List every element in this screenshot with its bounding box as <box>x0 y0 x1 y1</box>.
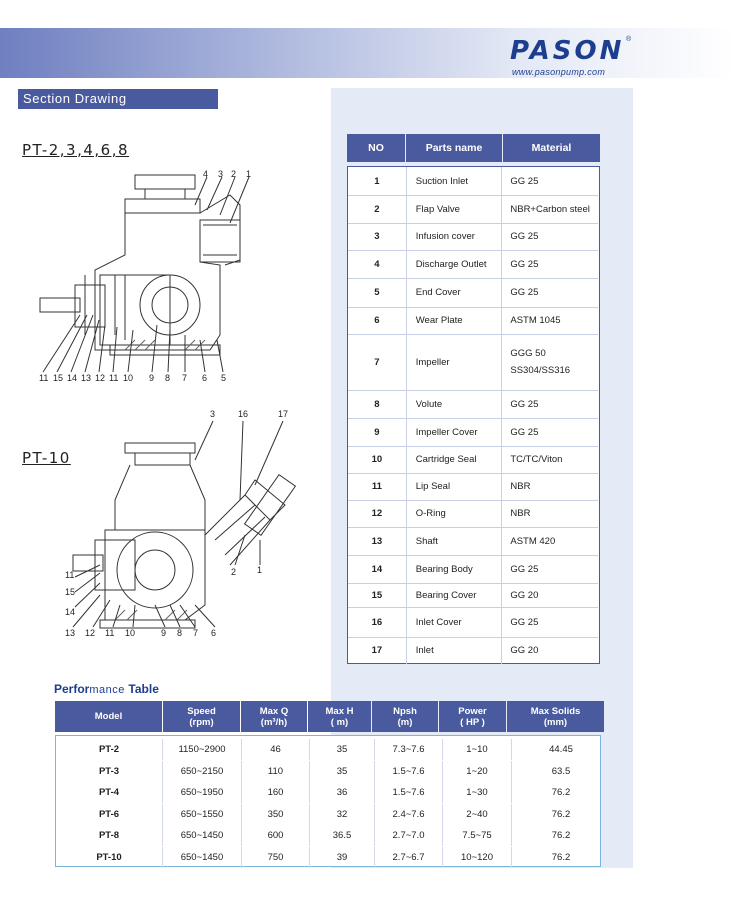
perf-value: 650~1450 <box>163 847 242 868</box>
perf-header-unit: (mm) <box>543 716 568 728</box>
callout-14b: 14 <box>65 607 76 617</box>
perf-header-unit: (m) <box>397 716 413 728</box>
perf-value: 2.4~7.6 <box>375 804 443 825</box>
part-material-cell <box>502 418 598 446</box>
callout-9: 9 <box>149 373 155 383</box>
part-number: 13 <box>348 527 407 555</box>
callout-15b: 15 <box>65 587 76 597</box>
perf-value: 650~1450 <box>163 825 242 846</box>
website-text: www.pasonpump.com <box>512 67 606 77</box>
part-material: ASTM 1045 <box>510 315 561 326</box>
callout-5: 5 <box>221 373 227 383</box>
perf-value: 39 <box>310 847 375 868</box>
brand-logo: PASON <box>510 36 625 66</box>
part-material-cell <box>502 278 598 307</box>
callout-9b: 9 <box>161 628 167 638</box>
perf-value: 1.5~7.6 <box>375 761 443 782</box>
callout-6: 6 <box>202 373 208 383</box>
callout-17: 17 <box>278 409 289 419</box>
parts-row <box>348 278 598 308</box>
parts-row <box>348 418 598 447</box>
part-material: TC/TC/Viton <box>510 454 563 465</box>
perf-header-top: Npsh <box>393 705 417 717</box>
callout-12: 12 <box>95 373 106 383</box>
parts-row <box>348 637 598 664</box>
perf-value: 1~20 <box>443 761 512 782</box>
part-material-cell <box>502 223 598 250</box>
part-number: 6 <box>348 307 407 334</box>
part-material-cell <box>502 307 598 334</box>
part-number: 15 <box>348 583 407 607</box>
part-number: 3 <box>348 223 407 250</box>
part-material-cell <box>502 555 598 583</box>
part-number: 14 <box>348 555 407 583</box>
part-name: Impeller <box>407 334 503 390</box>
perf-row <box>56 825 610 846</box>
parts-row <box>348 527 598 556</box>
callout-10: 10 <box>123 373 134 383</box>
perf-model: PT-8 <box>56 825 163 846</box>
callout-6b: 6 <box>211 628 217 638</box>
perf-value: 10~120 <box>443 847 512 868</box>
callout-4: 4 <box>203 169 209 179</box>
perf-value: 32 <box>310 804 375 825</box>
part-material: GG 25 <box>510 175 539 187</box>
perf-model: PT-2 <box>56 739 163 760</box>
drawing1-label: PT-2,3,4,6,8 <box>22 141 130 159</box>
callout-11a: 11 <box>39 373 49 383</box>
perf-model: PT-6 <box>56 804 163 825</box>
perf-value: 350 <box>242 804 310 825</box>
perf-title-part-a: Perfor <box>54 682 90 696</box>
perf-model: PT-3 <box>56 761 163 782</box>
part-material-cell <box>502 607 598 637</box>
callout-2b: 2 <box>231 567 237 577</box>
part-material-cell <box>502 334 598 390</box>
part-number: 1 <box>348 167 407 195</box>
perf-value: 650~1550 <box>163 804 242 825</box>
perf-header-top: Max H <box>325 705 354 717</box>
part-material-cell <box>502 527 598 555</box>
perf-model: PT-10 <box>56 847 163 868</box>
parts-table-header <box>347 134 600 162</box>
part-name: Flap Valve <box>407 195 503 223</box>
parts-row <box>348 223 598 251</box>
perf-value: 1~30 <box>443 782 512 803</box>
perf-value: 76.2 <box>551 830 571 841</box>
part-name: Bearing Cover <box>407 583 503 607</box>
performance-table <box>55 735 601 867</box>
part-number: 9 <box>348 418 407 446</box>
perf-header-cell <box>507 701 604 732</box>
parts-table <box>347 166 600 664</box>
perf-header-cell <box>241 701 307 732</box>
callout-15: 15 <box>53 373 64 383</box>
part-material: NBR <box>510 481 531 492</box>
perf-header-cell <box>308 701 371 732</box>
parts-row <box>348 583 598 608</box>
pump-drawing-pt2-8 <box>25 165 325 390</box>
perf-header-top: Max Solids <box>530 705 581 717</box>
section-title: Section Drawing <box>18 89 218 109</box>
part-material: NBR+Carbon steel <box>510 203 590 215</box>
perf-row <box>56 761 610 782</box>
perf-value: 76.2 <box>551 808 571 820</box>
part-material-alt: SS304/SS316 <box>510 365 571 376</box>
callout-3: 3 <box>218 169 224 179</box>
part-material: GG 25 <box>510 426 539 438</box>
callout-11b: 11 <box>109 373 119 383</box>
part-name: End Cover <box>407 278 503 307</box>
perf-value: 1.5~7.6 <box>375 782 443 803</box>
perf-value: 2~40 <box>443 804 512 825</box>
drawing2-label: PT-10 <box>22 449 71 467</box>
perf-value: 7.5~75 <box>443 825 512 846</box>
part-name: Cartridge Seal <box>407 446 503 473</box>
part-material-cell <box>502 500 598 527</box>
part-name: Impeller Cover <box>407 418 503 446</box>
perf-header-cell <box>163 701 240 732</box>
part-material-cell <box>502 167 598 195</box>
perf-header-top: Power <box>458 705 487 717</box>
perf-value: 36 <box>310 782 375 803</box>
perf-value: 35 <box>310 761 375 782</box>
header-band <box>0 28 735 78</box>
part-material: GG 25 <box>510 258 539 270</box>
parts-row <box>348 607 598 638</box>
perf-value: 750 <box>242 847 310 868</box>
perf-value: 35 <box>310 739 375 760</box>
part-material: GG 25 <box>510 398 539 410</box>
perf-title-part-c: Table <box>128 682 159 696</box>
perf-value: 76.2 <box>551 851 571 863</box>
part-name: Wear Plate <box>407 307 503 334</box>
part-material-cell <box>502 390 598 418</box>
callout-7: 7 <box>182 373 188 383</box>
part-material-cell <box>502 250 598 278</box>
perf-value: 44.45 <box>549 744 573 755</box>
perf-value: 110 <box>242 761 310 782</box>
part-material-cell <box>502 195 598 223</box>
part-name: Shaft <box>407 527 503 555</box>
parts-header-name: Parts name <box>406 134 502 162</box>
perf-header-cell <box>439 701 506 732</box>
part-material-cell <box>502 473 598 500</box>
parts-row <box>348 446 598 474</box>
perf-value: 160 <box>242 782 310 803</box>
part-name: Lip Seal <box>407 473 503 500</box>
perf-header-unit: ( HP ) <box>460 716 485 728</box>
perf-value: 600 <box>242 825 310 846</box>
parts-row <box>348 195 598 224</box>
part-material: GG 25 <box>510 231 539 242</box>
callout-1: 1 <box>246 169 252 179</box>
perf-title-part-b: mance <box>89 684 129 696</box>
callout-11c: 11 <box>65 570 75 580</box>
callout-13: 13 <box>81 373 92 383</box>
part-material: GG 25 <box>510 563 539 575</box>
parts-row <box>348 167 598 196</box>
callout-1b: 1 <box>257 565 263 575</box>
part-number: 5 <box>348 278 407 307</box>
perf-row <box>56 782 610 803</box>
callout-2: 2 <box>231 169 237 179</box>
perf-header-top: Max Q <box>259 705 289 717</box>
part-name: Inlet Cover <box>407 607 503 637</box>
parts-header-no: NO <box>347 134 405 162</box>
callout-13b: 13 <box>65 628 76 638</box>
callout-14: 14 <box>67 373 78 383</box>
perf-row <box>56 847 610 868</box>
callout-7b: 7 <box>193 628 199 638</box>
parts-row <box>348 473 598 501</box>
part-number: 4 <box>348 250 407 278</box>
part-name: Infusion cover <box>407 223 503 250</box>
perf-value: 1150~2900 <box>163 739 242 760</box>
perf-value: 650~1950 <box>163 782 242 803</box>
parts-header-material: Material <box>503 134 600 162</box>
part-name: O-Ring <box>407 500 503 527</box>
part-material: ASTM 420 <box>510 535 556 547</box>
perf-value: 46 <box>242 739 310 760</box>
part-number: 12 <box>348 500 407 527</box>
performance-table-header <box>55 701 604 732</box>
part-material: GG 25 <box>510 616 539 628</box>
perf-value: 2.7~6.7 <box>375 847 443 868</box>
perf-header-top: Model <box>94 711 123 722</box>
perf-value: 36.5 <box>310 825 375 846</box>
perf-header-unit: ( m) <box>330 716 349 728</box>
callout-8: 8 <box>165 373 171 383</box>
part-number: 11 <box>348 473 407 500</box>
part-material-cell <box>502 637 598 664</box>
perf-value: 76.2 <box>551 787 571 798</box>
pump-drawing-pt10 <box>55 405 315 645</box>
parts-row <box>348 390 598 419</box>
callout-10b: 10 <box>125 628 136 638</box>
perf-value: 650~2150 <box>163 761 242 782</box>
parts-row <box>348 250 598 279</box>
perf-header-cell <box>55 701 162 732</box>
part-name: Suction Inlet <box>407 167 503 195</box>
callout-16: 16 <box>238 409 249 419</box>
part-number: 10 <box>348 446 407 473</box>
perf-header-unit: (rpm) <box>189 716 214 728</box>
part-name: Inlet <box>407 637 503 664</box>
part-name: Bearing Body <box>407 555 503 583</box>
callout-3b: 3 <box>210 409 216 419</box>
parts-row <box>348 555 598 584</box>
part-material-cell <box>502 583 598 607</box>
perf-value: 7.3~7.6 <box>375 739 443 760</box>
parts-row <box>348 500 598 528</box>
part-number: 17 <box>348 637 407 664</box>
perf-header-cell <box>372 701 438 732</box>
perf-value: 63.5 <box>551 765 571 777</box>
perf-value: 1~10 <box>443 739 512 760</box>
part-name: Discharge Outlet <box>407 250 503 278</box>
part-material: GG 25 <box>510 287 539 298</box>
perf-header-unit: (m³/h) <box>260 716 288 728</box>
perf-model: PT-4 <box>56 782 163 803</box>
part-number: 2 <box>348 195 407 223</box>
perf-header-top: Speed <box>187 705 216 717</box>
part-name: Volute <box>407 390 503 418</box>
part-material-cell <box>502 446 598 473</box>
callout-8b: 8 <box>177 628 183 638</box>
part-number: 8 <box>348 390 407 418</box>
part-number: 16 <box>348 607 407 637</box>
part-number: 7 <box>348 334 407 390</box>
parts-row <box>348 307 598 335</box>
parts-row <box>348 334 598 391</box>
performance-title <box>54 682 159 696</box>
part-material: NBR <box>510 508 531 519</box>
registered-mark: ® <box>626 36 632 43</box>
part-material: GGG 50 <box>510 348 546 359</box>
perf-row <box>56 804 610 825</box>
perf-row <box>56 739 610 760</box>
callout-11d: 11 <box>105 628 115 638</box>
part-material: GG 20 <box>510 645 539 656</box>
part-material: GG 20 <box>510 589 539 601</box>
callout-12b: 12 <box>85 628 96 638</box>
perf-value: 2.7~7.0 <box>375 825 443 846</box>
